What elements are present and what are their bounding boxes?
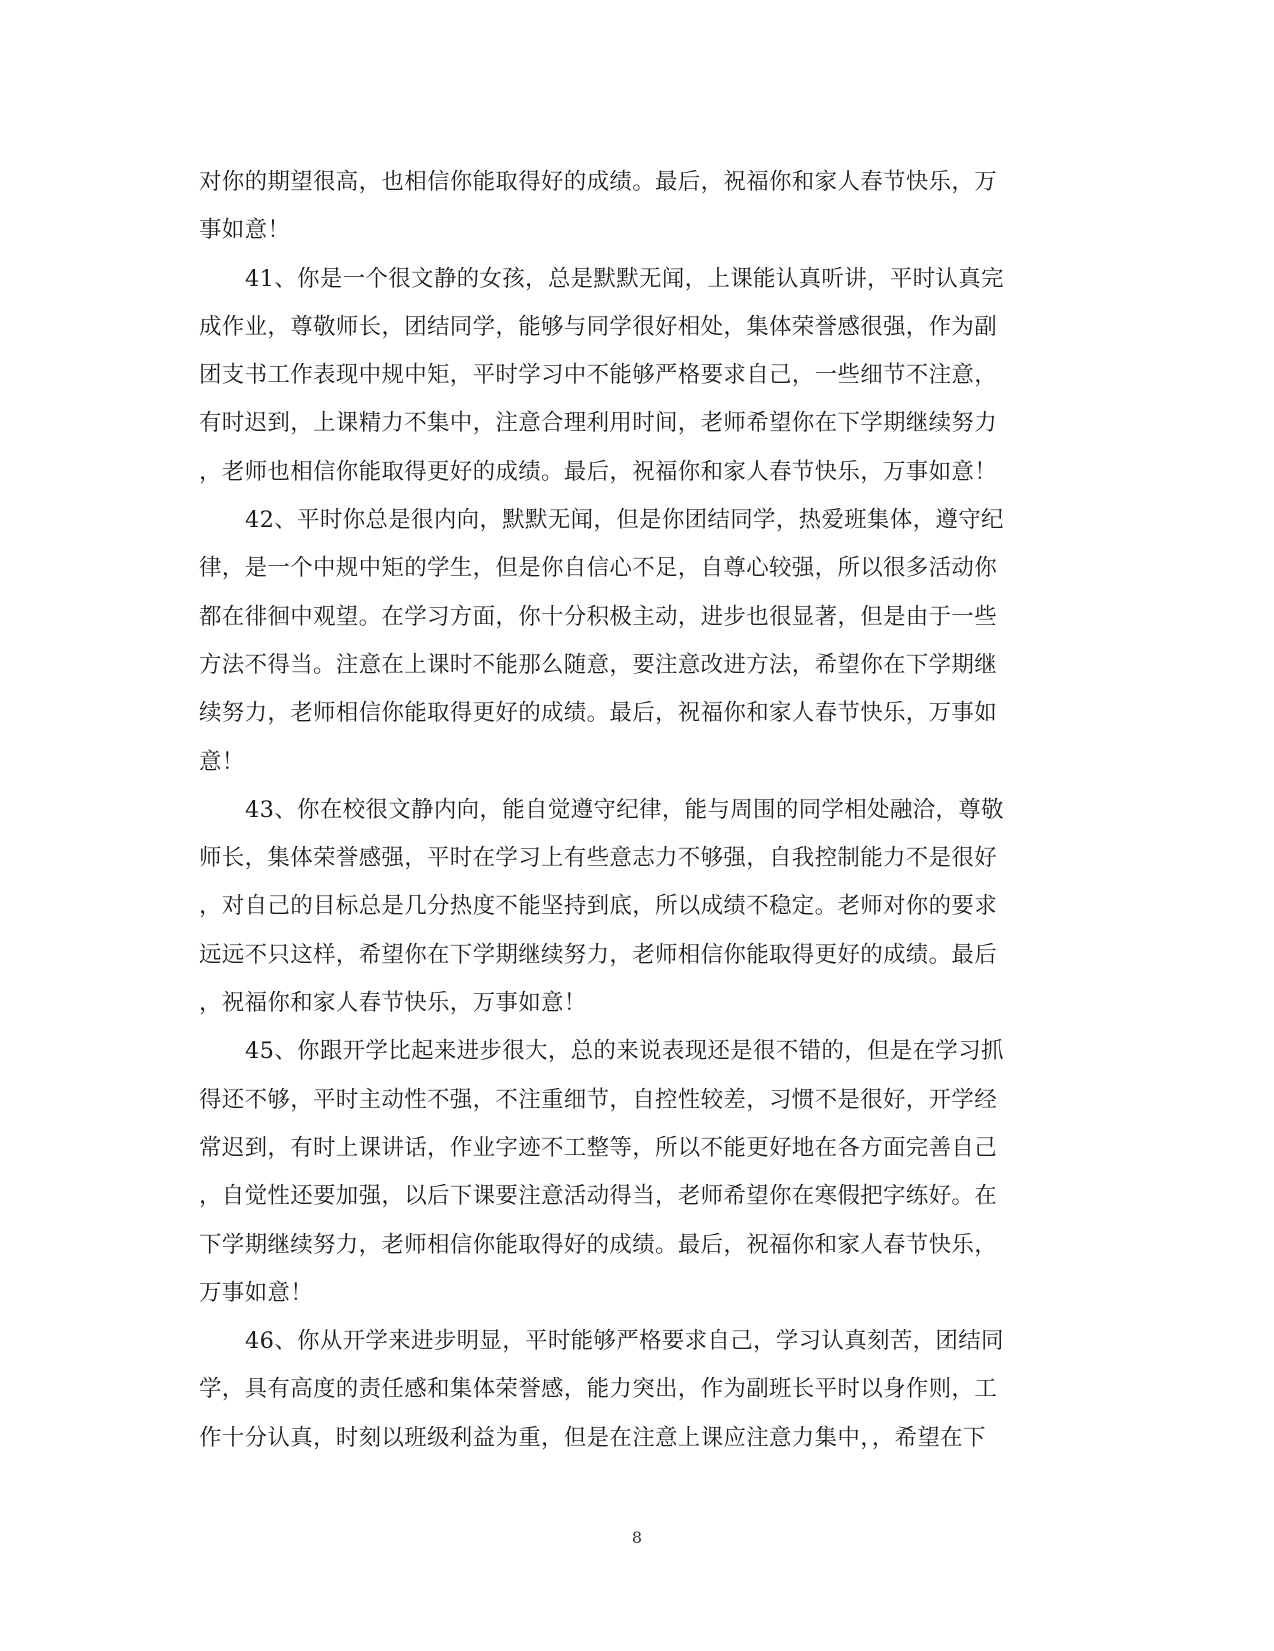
text-line: 45、你跟开学比起来进步很大，总的来说表现还是很不错的，但是在学习抓 (245, 1038, 1004, 1065)
text-line: 远远不只这样，希望你在下学期继续努力，老师相信你能取得更好的成绩。最后 (199, 941, 998, 968)
text-line: 续努力，老师相信你能取得更好的成绩。最后，祝福你和家人春节快乐，万事如 (199, 700, 998, 727)
text-line: 作十分认真，时刻以班级利益为重，但是在注意上课应注意力集中，，希望在下 (199, 1424, 986, 1451)
text-line: 43、你在校很文静内向，能自觉遵守纪律，能与周围的同学相处融洽，尊敬 (245, 796, 1004, 823)
document-body (199, 158, 1076, 1462)
text-line: 46、你从开学来进步明显，平时能够严格要求自己，学习认真刻苦，团结同 (245, 1328, 1004, 1355)
text-line: ，祝福你和家人春节快乐，万事如意！ (199, 990, 587, 1017)
text-line: 万事如意！ (199, 1279, 314, 1306)
page-number: 8 (631, 1528, 643, 1547)
text-line: 对你的期望很高，也相信你能取得好的成绩。最后，祝福你和家人春节快乐，万 (199, 169, 998, 195)
text-line: 下学期继续努力，老师相信你能取得好的成绩。最后，祝福你和家人春节快乐， (199, 1231, 998, 1258)
text-line: 成作业，尊敬师长，团结同学，能够与同学很好相处，集体荣誉感很强，作为副 (199, 313, 998, 340)
text-line: 律，是一个中规中矩的学生，但是你自信心不足，自尊心较强，所以很多活动你 (199, 555, 998, 582)
text-line: 有时迟到，上课精力不集中，注意合理利用时间，老师希望你在下学期继续努力 (199, 410, 998, 437)
text-line: 常迟到，有时上课讲话，作业字迹不工整等，所以不能更好地在各方面完善自己 (199, 1134, 998, 1161)
text-line: 方法不得当。注意在上课时不能那么随意，要注意改进方法，希望你在下学期继 (199, 651, 998, 678)
text-line: 团支书工作表现中规中矩，平时学习中不能够严格要求自己，一些细节不注意， (199, 362, 998, 389)
text-line: 得还不够，平时主动性不强，不注重细节，自控性较差，习惯不是很好，开学经 (199, 1086, 998, 1113)
text-line: 事如意！ (199, 217, 291, 244)
text-line: 师长，集体荣誉感强，平时在学习上有些意志力不够强，自我控制能力不是很好 (199, 845, 998, 872)
text-line: 意！ (199, 748, 245, 775)
text-line: ，自觉性还要加强，以后下课要注意活动得当，老师希望你在寒假把字练好。在 (199, 1183, 998, 1210)
text-line: 42、平时你总是很内向，默默无闻，但是你团结同学，热爱班集体，遵守纪 (245, 507, 1004, 534)
text-line: 学，具有高度的责任感和集体荣誉感，能力突出，作为副班长平时以身作则，工 (199, 1376, 998, 1403)
text-line: 都在徘徊中观望。在学习方面，你十分积极主动，进步也很显著，但是由于一些 (199, 603, 998, 630)
text-line: 41、你是一个很文静的女孩，总是默默无闻，上课能认真听讲，平时认真完 (245, 265, 1004, 292)
text-line: ，对自己的目标总是几分热度不能坚持到底，所以成绩不稳定。老师对你的要求 (199, 893, 998, 920)
text-line: ，老师也相信你能取得更好的成绩。最后，祝福你和家人春节快乐，万事如意！ (199, 458, 998, 485)
